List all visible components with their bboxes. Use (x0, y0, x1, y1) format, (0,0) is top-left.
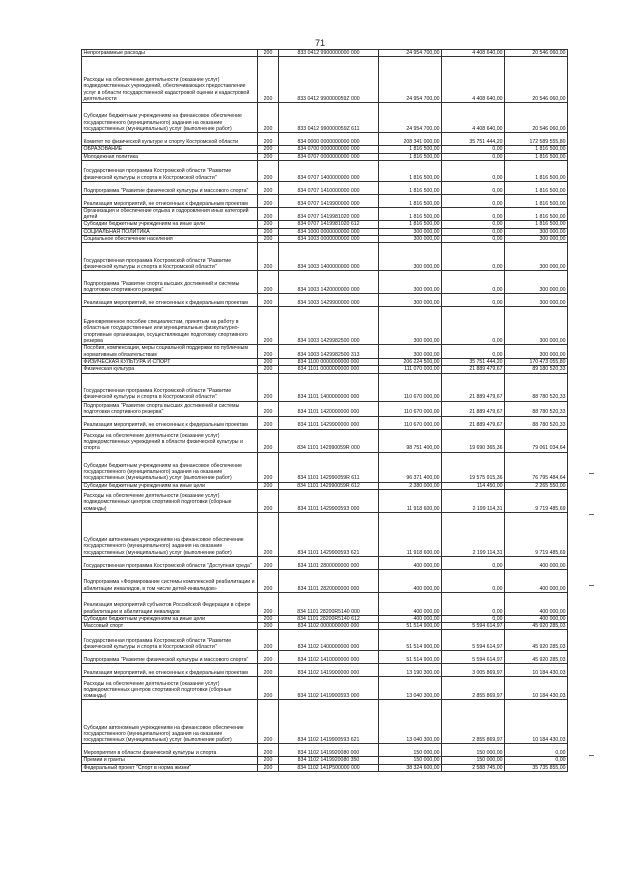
row-name-cell: Субсидии автономным учреждениям на финансовое обеспечение государственного (муниципального) задания на оказание государственных (муниципальных) услуг (выполнение работ) (82, 700, 258, 744)
row-remaining-cell: 76 795 484,64 (505, 452, 568, 482)
row-remaining-cell: 400 000,00 (505, 592, 568, 615)
row-remaining-cell: 89 180 520,33 (505, 366, 568, 373)
row-name-cell: Расходы на обеспечение деятельности (оказание услуг) подведомственных учреждений в области физической культуры и спорта (82, 429, 258, 452)
row-approved-cell: 13 040 300,00 (379, 700, 442, 744)
row-approved-cell: 38 324 600,00 (379, 764, 442, 771)
row-name-cell: Подпрограмма "Развитие спорта высших достижений и системы подготовки спортивного резерва" (82, 271, 258, 294)
row-kbk-cell: 834 1101 142990059R 612 (279, 482, 379, 489)
row-kbk-cell: 834 1000 0000000000 000 (279, 228, 379, 235)
table-row (82, 307, 568, 345)
table-row (82, 57, 568, 103)
row-code-cell: 200 (258, 228, 279, 235)
row-remaining-cell: 79 061 034,64 (505, 429, 568, 452)
row-kbk-cell: 834 1102 1419900000 000 (279, 664, 379, 677)
table-row (82, 345, 568, 359)
row-code-cell: 200 (258, 221, 279, 228)
row-name-cell: ОБРАЗОВАНИЕ (82, 146, 258, 153)
row-approved-cell: 24 954 700,00 (379, 57, 442, 103)
row-executed-cell: 2 199 114,31 (442, 489, 505, 512)
row-remaining-cell: 172 589 555,80 (505, 133, 568, 146)
row-name-cell: Мероприятия в области физической культуры и спорта (82, 744, 258, 757)
row-kbk-cell: 834 1101 2800000000 000 (279, 556, 379, 569)
row-executed-cell: 0,00 (442, 243, 505, 271)
row-name-cell: Реализация мероприятий, не отнесенных к федеральным проектам (82, 194, 258, 207)
row-kbk-cell: 834 1101 1400000000 000 (279, 373, 379, 401)
row-kbk-cell: 834 1101 0000000000 000 (279, 366, 379, 373)
row-approved-cell: 13 190 300,00 (379, 664, 442, 677)
row-name-cell: Субсидии бюджетным учреждениям на иные цели (82, 221, 258, 228)
row-remaining-cell: 400 000,00 (505, 569, 568, 592)
row-code-cell: 200 (258, 764, 279, 771)
row-name-cell: Единовременное пособие специалистам, принятым на работу в областные государственные или муниципальные физкультурно-спортивные организации, осуществляющие подготовку спортивного резерва (82, 307, 258, 345)
row-code-cell: 200 (258, 489, 279, 512)
row-executed-cell: 35 751 444,20 (442, 133, 505, 146)
row-kbk-cell: 834 1100 0000000000 000 (279, 358, 379, 365)
row-remaining-cell: 2 265 550,00 (505, 482, 568, 489)
row-kbk-cell: 834 1101 1429900000 000 (279, 416, 379, 429)
table-row (82, 489, 568, 512)
table-row (82, 271, 568, 294)
row-name-cell: Реализация мероприятий, не отнесенных к федеральным проектам (82, 664, 258, 677)
row-executed-cell: 19 690 365,36 (442, 429, 505, 452)
table-row (82, 228, 568, 235)
row-code-cell: 200 (258, 366, 279, 373)
row-name-cell: Государственная программа Костромской области "Развитие физической культуры и спорта в Костромской области" (82, 243, 258, 271)
row-name-cell: Государственная программа Костромской области "Развитие физической культуры и спорта в Костромской области" (82, 630, 258, 651)
row-approved-cell: 24 954 700,00 (379, 103, 442, 133)
row-code-cell: 200 (258, 482, 279, 489)
row-remaining-cell: 300 000,00 (505, 307, 568, 345)
table-row (82, 133, 568, 146)
row-code-cell: 200 (258, 757, 279, 764)
row-kbk-cell: 834 1102 141990059З 000 (279, 677, 379, 700)
margin-tick (589, 473, 594, 474)
row-approved-cell: 300 000,00 (379, 236, 442, 243)
row-approved-cell: 110 670 000,00 (379, 401, 442, 416)
table-body (82, 50, 568, 772)
table-row (82, 416, 568, 429)
table-row (82, 757, 568, 764)
row-name-cell: Реализация мероприятий субъектов Российской Федерации в сфере реабилитации и абилитации инвалидов (82, 592, 258, 615)
row-kbk-cell: 834 1003 1420000000 000 (279, 271, 379, 294)
row-name-cell: Подпрограмма "Развитие спорта высших достижений и системы подготовки спортивного резерва" (82, 401, 258, 416)
row-name-cell: Государственная программа Костромской области "Доступная среда" (82, 556, 258, 569)
table-row (82, 764, 568, 771)
row-executed-cell: 150 000,00 (442, 757, 505, 764)
table-row (82, 664, 568, 677)
row-kbk-cell: 834 1101 1420000000 000 (279, 401, 379, 416)
row-approved-cell: 208 341 000,00 (379, 133, 442, 146)
row-executed-cell: 0,00 (442, 146, 505, 153)
table-row (82, 452, 568, 482)
row-code-cell: 200 (258, 294, 279, 307)
row-approved-cell: 51 514 900,00 (379, 623, 442, 630)
row-code-cell: 200 (258, 700, 279, 744)
row-executed-cell: 3 005 869,97 (442, 664, 505, 677)
row-executed-cell: 0,00 (442, 345, 505, 359)
row-name-cell: Социальное обеспечение населения (82, 236, 258, 243)
table-row (82, 569, 568, 592)
row-remaining-cell: 20 546 060,00 (505, 57, 568, 103)
row-remaining-cell: 10 184 430,03 (505, 664, 568, 677)
row-name-cell: Расходы на обеспечение деятельности (оказание услуг) подведомственных центров спортивной подготовки (сборные команды) (82, 489, 258, 512)
row-code-cell: 200 (258, 345, 279, 359)
row-name-cell: Расходы на обеспечение деятельности (оказание услуг) подведомственных учреждений, обеспечивающих предоставление услуг в области государственной кадастровой оценки и кадастровой деятельности (82, 57, 258, 103)
row-kbk-cell: 834 1101 142990059R 611 (279, 452, 379, 482)
row-remaining-cell: 45 920 285,03 (505, 630, 568, 651)
row-kbk-cell: 834 1101 28200R5140 000 (279, 592, 379, 615)
row-approved-cell: 110 670 000,00 (379, 373, 442, 401)
row-executed-cell: 0,00 (442, 153, 505, 160)
row-kbk-cell: 834 0700 0000000000 000 (279, 146, 379, 153)
row-code-cell: 200 (258, 677, 279, 700)
row-kbk-cell: 834 1101 28200R5140 612 (279, 615, 379, 622)
row-code-cell: 200 (258, 615, 279, 622)
row-approved-cell: 300 000,00 (379, 271, 442, 294)
row-executed-cell: 2 199 114,31 (442, 512, 505, 556)
table-row (82, 630, 568, 651)
row-name-cell: Субсидии бюджетным учреждениям на финансовое обеспечение государственного (муниципального) задания на оказание государственных (муниципальных) услуг (выполнение работ) (82, 452, 258, 482)
row-kbk-cell: 834 1102 141P500000 000 (279, 764, 379, 771)
row-executed-cell: 0,00 (442, 194, 505, 207)
row-name-cell: Субсидии бюджетным учреждениям на иные цели (82, 482, 258, 489)
row-executed-cell: 0,00 (442, 228, 505, 235)
row-kbk-cell: 834 1102 141990059З 621 (279, 700, 379, 744)
row-approved-cell: 1 816 500,00 (379, 181, 442, 194)
row-approved-cell: 11 918 600,00 (379, 489, 442, 512)
row-name-cell: Пособия, компенсации, меры социальной поддержки по публичным нормативным обязательствам (82, 345, 258, 359)
row-remaining-cell: 1 816 500,00 (505, 181, 568, 194)
row-approved-cell: 400 000,00 (379, 615, 442, 622)
table-row (82, 366, 568, 373)
table-row (82, 50, 568, 57)
row-code-cell: 200 (258, 358, 279, 365)
row-remaining-cell: 300 000,00 (505, 228, 568, 235)
row-code-cell: 200 (258, 307, 279, 345)
row-approved-cell: 11 918 600,00 (379, 512, 442, 556)
row-remaining-cell: 300 000,00 (505, 236, 568, 243)
row-code-cell: 200 (258, 207, 279, 221)
row-remaining-cell: 1 816 500,00 (505, 146, 568, 153)
table-row (82, 358, 568, 365)
row-name-cell: Субсидии бюджетным учреждениям на иные цели (82, 615, 258, 622)
table-row (82, 592, 568, 615)
table-row (82, 651, 568, 664)
row-name-cell: Комитет по физической культуре и спорту Костромской области (82, 133, 258, 146)
row-name-cell: Подпрограмма "Развитие физической культуры и массового спорта" (82, 651, 258, 664)
row-approved-cell: 1 816 500,00 (379, 160, 442, 181)
margin-tick (589, 585, 594, 586)
row-remaining-cell: 1 816 500,00 (505, 194, 568, 207)
row-executed-cell: 150 000,00 (442, 744, 505, 757)
row-approved-cell: 1 816 500,00 (379, 153, 442, 160)
row-approved-cell: 110 670 000,00 (379, 416, 442, 429)
row-kbk-cell: 834 1101 142990059З 000 (279, 489, 379, 512)
table-row (82, 373, 568, 401)
table-row (82, 146, 568, 153)
table-row (82, 153, 568, 160)
row-name-cell: Расходы на обеспечение деятельности (оказание услуг) подведомственных центров спортивной подготовки (сборные команды) (82, 677, 258, 700)
row-remaining-cell: 0,00 (505, 757, 568, 764)
row-executed-cell: 5 594 614,97 (442, 630, 505, 651)
row-kbk-cell: 833 0412 9900000000 000 (279, 50, 379, 57)
row-name-cell: Реализация мероприятий, не отнесенных к федеральным проектам (82, 416, 258, 429)
row-code-cell: 200 (258, 401, 279, 416)
row-name-cell: Реализация мероприятий, не отнесенных к федеральным проектам (82, 294, 258, 307)
row-remaining-cell: 35 735 855,00 (505, 764, 568, 771)
row-kbk-cell: 834 1003 1400000000 000 (279, 243, 379, 271)
row-code-cell: 200 (258, 153, 279, 160)
row-code-cell: 200 (258, 651, 279, 664)
row-code-cell: 200 (258, 194, 279, 207)
row-approved-cell: 2 380 000,00 (379, 482, 442, 489)
row-approved-cell: 150 000,00 (379, 757, 442, 764)
row-remaining-cell: 9 719 485,69 (505, 512, 568, 556)
row-code-cell: 200 (258, 160, 279, 181)
row-approved-cell: 300 000,00 (379, 345, 442, 359)
row-name-cell: Подпрограмма «Формирование системы комплексной реабилитации и абилитации инвалидов, в том числе детей-инвалидов» (82, 569, 258, 592)
row-kbk-cell: 834 0707 1410000000 000 (279, 181, 379, 194)
row-kbk-cell: 834 1003 1429982500 313 (279, 345, 379, 359)
row-remaining-cell: 88 780 520,33 (505, 373, 568, 401)
row-remaining-cell: 300 000,00 (505, 294, 568, 307)
row-kbk-cell: 833 0412 990000059Z 611 (279, 103, 379, 133)
row-approved-cell: 400 000,00 (379, 556, 442, 569)
row-kbk-cell: 834 0707 0000000000 000 (279, 153, 379, 160)
row-kbk-cell: 834 1102 1419920080 000 (279, 744, 379, 757)
row-executed-cell: 19 575 915,36 (442, 452, 505, 482)
table-row (82, 700, 568, 744)
row-code-cell: 200 (258, 416, 279, 429)
row-approved-cell: 150 000,00 (379, 744, 442, 757)
row-code-cell: 200 (258, 236, 279, 243)
row-code-cell: 200 (258, 243, 279, 271)
row-code-cell: 200 (258, 569, 279, 592)
row-executed-cell: 0,00 (442, 236, 505, 243)
row-name-cell: Федеральный проект "Спорт в норма жизни" (82, 764, 258, 771)
row-approved-cell: 300 000,00 (379, 294, 442, 307)
row-remaining-cell: 10 184 430,03 (505, 677, 568, 700)
row-remaining-cell: 170 473 055,80 (505, 358, 568, 365)
row-name-cell: СОЦИАЛЬНАЯ ПОЛИТИКА (82, 228, 258, 235)
table-row (82, 677, 568, 700)
row-code-cell: 200 (258, 57, 279, 103)
table-row (82, 194, 568, 207)
row-remaining-cell: 0,00 (505, 744, 568, 757)
row-executed-cell: 21 889 479,67 (442, 373, 505, 401)
table-row (82, 744, 568, 757)
row-remaining-cell: 300 000,00 (505, 243, 568, 271)
row-executed-cell: 0,00 (442, 294, 505, 307)
row-executed-cell: 2 855 869,97 (442, 700, 505, 744)
row-executed-cell: 0,00 (442, 160, 505, 181)
row-executed-cell: 0,00 (442, 181, 505, 194)
row-executed-cell: 5 594 614,97 (442, 623, 505, 630)
row-remaining-cell: 1 816 500,00 (505, 160, 568, 181)
row-approved-cell: 96 371 400,00 (379, 452, 442, 482)
row-kbk-cell: 834 1101 2820000000 000 (279, 569, 379, 592)
row-remaining-cell: 300 000,00 (505, 345, 568, 359)
row-name-cell: Молодежная политика (82, 153, 258, 160)
row-remaining-cell: 45 920 285,03 (505, 623, 568, 630)
table-row (82, 615, 568, 622)
row-kbk-cell: 834 1102 0000000000 000 (279, 623, 379, 630)
row-executed-cell: 4 408 640,00 (442, 103, 505, 133)
row-kbk-cell: 834 1102 1419920080 350 (279, 757, 379, 764)
row-approved-cell: 300 000,00 (379, 228, 442, 235)
row-code-cell: 200 (258, 50, 279, 57)
row-code-cell: 200 (258, 271, 279, 294)
row-executed-cell: 114 450,00 (442, 482, 505, 489)
row-executed-cell: 0,00 (442, 592, 505, 615)
row-kbk-cell: 834 0707 1400000000 000 (279, 160, 379, 181)
row-name-cell: Непрограммные расходы (82, 50, 258, 57)
row-remaining-cell: 9 719 485,69 (505, 489, 568, 512)
row-kbk-cell: 834 1101 142990059З 621 (279, 512, 379, 556)
row-remaining-cell: 45 920 285,03 (505, 651, 568, 664)
row-code-cell: 200 (258, 146, 279, 153)
row-kbk-cell: 834 1102 1400000000 000 (279, 630, 379, 651)
row-executed-cell: 21 889 479,67 (442, 416, 505, 429)
table-row (82, 236, 568, 243)
row-executed-cell: 0,00 (442, 569, 505, 592)
row-remaining-cell: 1 816 500,00 (505, 207, 568, 221)
table-row (82, 623, 568, 630)
row-kbk-cell: 834 1003 1429982500 000 (279, 307, 379, 345)
table-row (82, 556, 568, 569)
row-kbk-cell: 834 0707 1419981020 612 (279, 221, 379, 228)
row-code-cell: 200 (258, 744, 279, 757)
row-approved-cell: 51 514 900,00 (379, 651, 442, 664)
row-name-cell: Подпрограмма "Развитие физической культуры и массового спорта" (82, 181, 258, 194)
budget-execution-table (81, 49, 568, 772)
row-executed-cell: 35 751 444,20 (442, 358, 505, 365)
row-approved-cell: 300 000,00 (379, 243, 442, 271)
row-remaining-cell: 20 546 060,00 (505, 50, 568, 57)
row-code-cell: 200 (258, 181, 279, 194)
row-executed-cell: 21 889 479,67 (442, 366, 505, 373)
table-row (82, 482, 568, 489)
row-executed-cell: 2 588 745,00 (442, 764, 505, 771)
row-kbk-cell: 834 1003 1429900000 000 (279, 294, 379, 307)
row-executed-cell: 2 855 869,97 (442, 677, 505, 700)
row-executed-cell: 5 594 614,97 (442, 651, 505, 664)
row-approved-cell: 111 070 000,00 (379, 366, 442, 373)
row-name-cell: Физическая культура (82, 366, 258, 373)
row-approved-cell: 1 816 500,00 (379, 207, 442, 221)
row-code-cell: 200 (258, 429, 279, 452)
row-name-cell: Премии и гранты (82, 757, 258, 764)
row-remaining-cell: 10 184 430,03 (505, 700, 568, 744)
margin-tick (589, 755, 594, 756)
row-approved-cell: 400 000,00 (379, 569, 442, 592)
row-remaining-cell: 300 000,00 (505, 271, 568, 294)
row-code-cell: 200 (258, 103, 279, 133)
table-row (82, 429, 568, 452)
row-kbk-cell: 834 1102 1410000000 000 (279, 651, 379, 664)
table-row (82, 512, 568, 556)
row-executed-cell: 4 408 640,00 (442, 57, 505, 103)
row-approved-cell: 300 000,00 (379, 307, 442, 345)
table-row (82, 221, 568, 228)
table-row (82, 294, 568, 307)
row-kbk-cell: 834 1003 0000000000 000 (279, 236, 379, 243)
row-code-cell: 200 (258, 452, 279, 482)
row-remaining-cell: 1 816 500,00 (505, 221, 568, 228)
row-kbk-cell: 833 0412 990000059Z 000 (279, 57, 379, 103)
row-name-cell: Государственная программа Костромской области "Развитие физической культуры и спорта в Костромской области" (82, 373, 258, 401)
row-approved-cell: 1 816 500,00 (379, 194, 442, 207)
table-row (82, 160, 568, 181)
row-remaining-cell: 400 000,00 (505, 615, 568, 622)
page-number: 71 (314, 38, 325, 48)
row-executed-cell: 4 408 640,00 (442, 50, 505, 57)
row-approved-cell: 206 224 500,00 (379, 358, 442, 365)
row-approved-cell: 51 514 900,00 (379, 630, 442, 651)
row-code-cell: 200 (258, 592, 279, 615)
row-name-cell: ФИЗИЧЕСКАЯ КУЛЬТУРА И СПОРТ (82, 358, 258, 365)
row-code-cell: 200 (258, 623, 279, 630)
table-row (82, 181, 568, 194)
row-executed-cell: 0,00 (442, 615, 505, 622)
row-approved-cell: 24 954 700,00 (379, 50, 442, 57)
table-row (82, 207, 568, 221)
row-name-cell: Субсидии автономным учреждениям на финансовое обеспечение государственного (муниципального) задания на оказание государственных (муниципальных) услуг (выполнение работ) (82, 512, 258, 556)
row-kbk-cell: 834 0707 1419981020 000 (279, 207, 379, 221)
row-approved-cell: 1 816 500,00 (379, 146, 442, 153)
row-code-cell: 200 (258, 630, 279, 651)
row-name-cell: Государственная программа Костромской области "Развитие физической культуры и спорта в Костромской области" (82, 160, 258, 181)
row-code-cell: 200 (258, 664, 279, 677)
row-code-cell: 200 (258, 512, 279, 556)
row-remaining-cell: 88 780 520,33 (505, 416, 568, 429)
row-executed-cell: 0,00 (442, 207, 505, 221)
margin-tick (589, 514, 594, 515)
row-kbk-cell: 834 0000 0000000000 000 (279, 133, 379, 146)
table-row (82, 103, 568, 133)
row-name-cell: Массовый спорт (82, 623, 258, 630)
row-executed-cell: 0,00 (442, 271, 505, 294)
row-remaining-cell: 20 546 060,00 (505, 103, 568, 133)
row-approved-cell: 400 000,00 (379, 592, 442, 615)
row-approved-cell: 13 040 300,00 (379, 677, 442, 700)
row-code-cell: 200 (258, 133, 279, 146)
row-name-cell: Организация и обеспечение отдыха и оздоровления иных категорий детей (82, 207, 258, 221)
row-remaining-cell: 400 000,00 (505, 556, 568, 569)
row-remaining-cell: 1 816 500,00 (505, 153, 568, 160)
row-code-cell: 200 (258, 373, 279, 401)
row-name-cell: Субсидии бюджетным учреждениям на финансовое обеспечение государственного (муниципального) задания на оказание государственных (муниципальных) услуг (выполнение работ) (82, 103, 258, 133)
row-approved-cell: 1 816 500,00 (379, 221, 442, 228)
row-approved-cell: 98 751 400,00 (379, 429, 442, 452)
row-executed-cell: 0,00 (442, 556, 505, 569)
row-remaining-cell: 88 780 520,33 (505, 401, 568, 416)
row-code-cell: 200 (258, 556, 279, 569)
row-kbk-cell: 834 0707 1419900000 000 (279, 194, 379, 207)
row-executed-cell: 0,00 (442, 221, 505, 228)
table-row (82, 243, 568, 271)
row-executed-cell: 21 889 479,67 (442, 401, 505, 416)
row-executed-cell: 0,00 (442, 307, 505, 345)
table-row (82, 401, 568, 416)
row-kbk-cell: 834 1101 142990059R 000 (279, 429, 379, 452)
